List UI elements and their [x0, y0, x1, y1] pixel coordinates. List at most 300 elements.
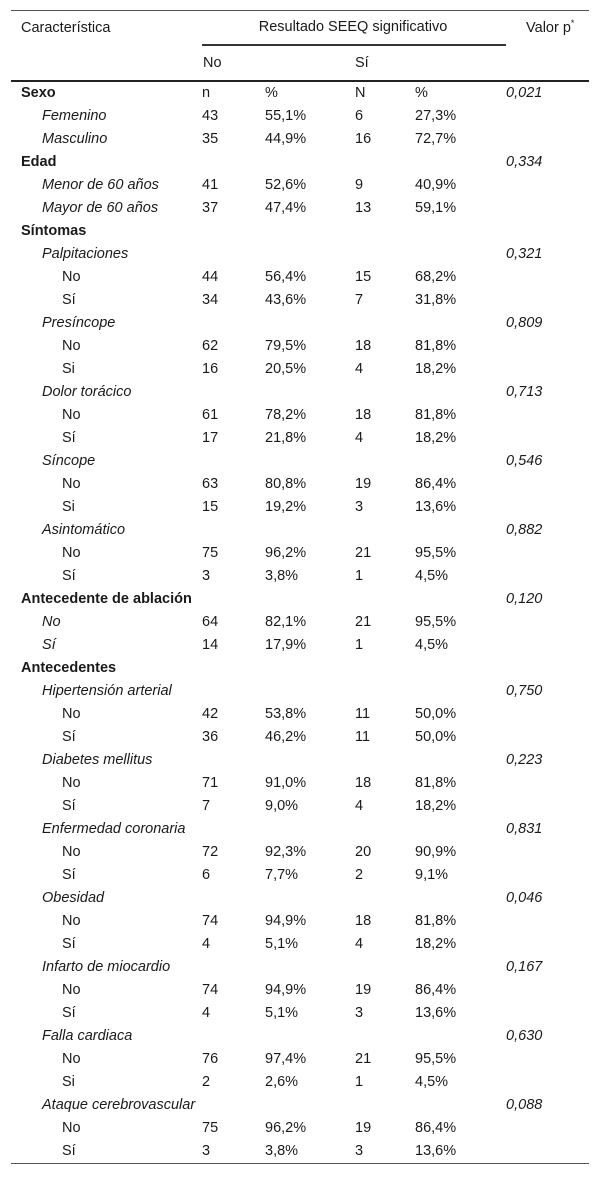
cell-pvalue	[506, 1071, 589, 1094]
cell-no-count: 61	[202, 407, 219, 423]
cell-no-percent: 21,8%	[265, 430, 307, 446]
cell-si-count: 13	[355, 200, 372, 216]
cell-pvalue	[506, 266, 589, 289]
cell-si-count: 21	[355, 614, 372, 630]
cell-no-percent	[265, 450, 355, 473]
table-row	[11, 818, 589, 841]
cell-pvalue	[506, 335, 589, 358]
table-row	[11, 289, 589, 312]
cell-si-count: 4	[355, 430, 364, 446]
cell-no-count: 36	[202, 729, 219, 745]
cell-no-percent: 7,7%	[265, 867, 299, 883]
cell-pvalue: 0,809	[506, 315, 543, 331]
cell-si-count	[355, 588, 415, 611]
table-row	[11, 197, 589, 220]
row-label: Femenino	[42, 108, 107, 124]
cell-si-percent: 4,5%	[415, 568, 449, 584]
cell-si-count: 11	[355, 706, 371, 722]
cell-si-percent: 86,4%	[415, 1120, 457, 1136]
cell-si-percent	[415, 956, 506, 979]
cell-si-percent: 13,6%	[415, 1005, 457, 1021]
cell-si-count: 1	[355, 568, 364, 584]
cell-no-count: 42	[202, 706, 219, 722]
row-label: No	[62, 1120, 81, 1136]
cell-no-count: 34	[202, 292, 219, 308]
row-label: Dolor torácico	[42, 384, 132, 400]
cell-pvalue: 0,713	[506, 384, 543, 400]
table-row	[11, 519, 589, 542]
cell-si-percent: 81,8%	[415, 338, 457, 354]
cell-no-percent	[265, 220, 355, 243]
header-row-2	[11, 46, 589, 82]
cell-no-percent	[265, 657, 355, 680]
table-row	[11, 1094, 589, 1117]
cell-no-percent: 55,1%	[265, 108, 307, 124]
table-body	[11, 81, 589, 1164]
cell-si-count	[355, 956, 415, 979]
cell-si-percent: 72,7%	[415, 131, 457, 147]
header-row-1	[11, 11, 589, 46]
row-label: No	[62, 545, 81, 561]
cell-no-count: n	[202, 85, 211, 101]
cell-no-count	[202, 450, 265, 473]
row-label: Sexo	[21, 85, 56, 101]
cell-pvalue	[506, 657, 589, 680]
cell-si-count: 3	[355, 1140, 415, 1164]
cell-si-percent: 81,8%	[415, 407, 457, 423]
cell-no-count	[202, 818, 265, 841]
row-label: Menor de 60 años	[42, 177, 159, 193]
cell-si-percent: 13,6%	[415, 499, 457, 515]
table-row	[11, 404, 589, 427]
table-row	[11, 611, 589, 634]
cell-si-count: N	[355, 85, 366, 101]
cell-no-count: 43	[202, 108, 219, 124]
cell-si-percent: 50,0%	[415, 729, 457, 745]
cell-si-count: 21	[355, 545, 372, 561]
row-label: Edad	[21, 154, 57, 170]
cell-no-percent: 92,3%	[265, 844, 307, 860]
table-row	[11, 1140, 589, 1164]
row-label: Sí	[62, 430, 76, 446]
cell-si-count: 15	[355, 269, 372, 285]
cell-no-percent: 3,8%	[265, 1140, 355, 1164]
row-label: Infarto de miocardio	[42, 959, 171, 975]
cell-no-percent: 43,6%	[265, 292, 307, 308]
table-row	[11, 979, 589, 1002]
table-row	[11, 174, 589, 197]
cell-no-count: 62	[202, 338, 219, 354]
row-label: Sí	[62, 1005, 76, 1021]
cell-no-percent	[265, 956, 355, 979]
row-label: Si	[62, 361, 75, 377]
cell-no-count	[202, 151, 265, 174]
cell-pvalue	[506, 841, 589, 864]
cell-pvalue	[506, 1002, 589, 1025]
row-label: No	[62, 982, 81, 998]
cell-pvalue	[506, 105, 589, 128]
cell-pvalue	[506, 611, 589, 634]
cell-no-percent: 44,9%	[265, 131, 307, 147]
row-label: Sí	[62, 798, 76, 814]
cell-si-percent	[415, 1025, 506, 1048]
row-label: Presíncope	[42, 315, 116, 331]
cell-pvalue: 0,750	[506, 683, 543, 699]
cell-no-count	[202, 312, 265, 335]
cell-no-count: 74	[202, 913, 219, 929]
table-row	[11, 588, 589, 611]
cell-no-count	[202, 519, 265, 542]
table-row	[11, 910, 589, 933]
cell-no-count: 3	[202, 568, 211, 584]
cell-si-percent: 95,5%	[415, 1051, 457, 1067]
cell-pvalue	[506, 910, 589, 933]
cell-si-percent	[415, 1094, 506, 1117]
cell-no-percent: 96,2%	[265, 545, 307, 561]
cell-pvalue	[506, 289, 589, 312]
cell-no-percent	[265, 151, 355, 174]
cell-no-count: 44	[202, 269, 219, 285]
row-label: No	[62, 844, 81, 860]
cell-si-count: 4	[355, 361, 364, 377]
table-row	[11, 565, 589, 588]
cell-no-percent: 96,2%	[265, 1120, 307, 1136]
cell-no-percent	[265, 243, 355, 266]
cell-no-count: 75	[202, 545, 219, 561]
cell-no-count	[202, 956, 265, 979]
cell-si-count: 19	[355, 1120, 372, 1136]
cell-si-percent: 68,2%	[415, 269, 457, 285]
cell-si-percent: 4,5%	[415, 637, 449, 653]
cell-si-count: 3	[355, 499, 364, 515]
cell-no-percent	[265, 680, 355, 703]
table-row	[11, 151, 589, 174]
header-characteristic: Característica	[11, 11, 202, 46]
cell-si-percent	[415, 243, 506, 266]
cell-no-count: 75	[202, 1120, 219, 1136]
cell-no-percent: 2,6%	[265, 1074, 299, 1090]
cell-si-percent	[415, 519, 506, 542]
cell-si-count	[355, 1025, 415, 1048]
cell-si-percent	[415, 680, 506, 703]
table-row	[11, 243, 589, 266]
table-row	[11, 1025, 589, 1048]
table-row	[11, 933, 589, 956]
table-row	[11, 680, 589, 703]
cell-no-count	[202, 657, 265, 680]
cell-no-count	[202, 220, 265, 243]
cell-si-count: 4	[355, 936, 364, 952]
cell-si-percent	[415, 381, 506, 404]
cell-no-percent: 52,6%	[265, 177, 307, 193]
cell-no-count: 35	[202, 131, 219, 147]
cell-si-count: 18	[355, 338, 372, 354]
row-label: Sí	[11, 1140, 202, 1164]
header-empty	[11, 46, 202, 82]
cell-pvalue: 0,223	[506, 752, 543, 768]
cell-si-percent	[415, 657, 506, 680]
cell-no-count: 64	[202, 614, 219, 630]
cell-pvalue	[506, 795, 589, 818]
row-label: Palpitaciones	[42, 246, 129, 262]
cell-no-percent: 97,4%	[265, 1051, 307, 1067]
table-header	[11, 11, 589, 82]
row-label: Sí	[42, 637, 56, 653]
cell-no-percent: 47,4%	[265, 200, 307, 216]
cell-pvalue	[506, 703, 589, 726]
cell-pvalue: 0,882	[506, 522, 543, 538]
cell-si-count	[355, 312, 415, 335]
table-row	[11, 358, 589, 381]
cell-si-percent: 95,5%	[415, 614, 457, 630]
row-label: No	[62, 338, 81, 354]
cell-no-count: 63	[202, 476, 219, 492]
cell-pvalue: 0,088	[506, 1097, 543, 1113]
cell-no-percent: 19,2%	[265, 499, 307, 515]
cell-pvalue: 0,120	[506, 591, 543, 607]
cell-si-percent: 81,8%	[415, 913, 457, 929]
table-row	[11, 634, 589, 657]
cell-pvalue	[506, 634, 589, 657]
cell-si-count	[355, 151, 415, 174]
cell-no-count: 2	[202, 1074, 211, 1090]
cell-no-percent: 53,8%	[265, 706, 307, 722]
table-row	[11, 496, 589, 519]
cell-si-percent: 18,2%	[415, 936, 457, 952]
cell-no-percent	[265, 1025, 355, 1048]
header-group-title	[202, 11, 506, 46]
table-row	[11, 726, 589, 749]
row-label: Antecedente de ablación	[21, 591, 192, 607]
header-pvalue	[506, 11, 589, 46]
row-label: Falla cardiaca	[42, 1028, 133, 1044]
cell-pvalue	[506, 933, 589, 956]
cell-pvalue	[506, 864, 589, 887]
cell-si-percent: 18,2%	[415, 798, 457, 814]
cell-si-count	[355, 381, 415, 404]
cell-pvalue	[506, 496, 589, 519]
header-si: Sí	[355, 46, 506, 82]
table-row	[11, 703, 589, 726]
cell-si-count: 4	[355, 798, 364, 814]
cell-si-count: 19	[355, 476, 372, 492]
cell-no-percent: 17,9%	[265, 637, 307, 653]
cell-si-percent: 59,1%	[415, 200, 457, 216]
cell-pvalue: 0,167	[506, 959, 543, 975]
cell-si-percent: 13,6%	[415, 1140, 506, 1164]
cell-no-count: 72	[202, 844, 219, 860]
table-row	[11, 335, 589, 358]
row-label: Síntomas	[21, 223, 87, 239]
table-container	[11, 10, 589, 1164]
cell-si-percent	[415, 818, 506, 841]
cell-si-count: 20	[355, 844, 372, 860]
cell-si-count	[355, 450, 415, 473]
cell-no-percent	[265, 312, 355, 335]
cell-si-count: 18	[355, 913, 372, 929]
cell-si-percent: 18,2%	[415, 361, 457, 377]
row-label: Ataque cerebrovascular	[42, 1097, 196, 1113]
cell-pvalue	[506, 772, 589, 795]
table-row	[11, 795, 589, 818]
cell-si-percent: 50,0%	[415, 706, 457, 722]
table-row	[11, 105, 589, 128]
cell-no-count: 74	[202, 982, 219, 998]
row-label: Antecedentes	[21, 660, 117, 676]
cell-no-percent: 94,9%	[265, 913, 307, 929]
cell-no-count: 7	[202, 798, 211, 814]
cell-si-percent	[415, 887, 506, 910]
cell-no-percent: 78,2%	[265, 407, 307, 423]
cell-si-count: 7	[355, 292, 364, 308]
cell-no-percent: 56,4%	[265, 269, 307, 285]
table-row	[11, 220, 589, 243]
cell-no-count: 41	[202, 177, 219, 193]
cell-no-percent: 9,0%	[265, 798, 299, 814]
cell-no-percent: 94,9%	[265, 982, 307, 998]
table-row	[11, 128, 589, 151]
cell-pvalue	[506, 726, 589, 749]
cell-si-percent	[415, 312, 506, 335]
cell-no-percent: 3,8%	[265, 568, 299, 584]
cell-pvalue: 0,546	[506, 453, 543, 469]
row-label: Si	[62, 499, 75, 515]
cell-si-count	[355, 818, 415, 841]
cell-si-count: 11	[355, 729, 371, 745]
cell-no-percent	[265, 381, 355, 404]
cell-no-count: 71	[202, 775, 219, 791]
cell-si-count: 16	[355, 131, 372, 147]
row-label: No	[62, 1051, 81, 1067]
cell-si-count: 1	[355, 1074, 364, 1090]
cell-si-count: 18	[355, 407, 372, 423]
row-label: No	[62, 269, 81, 285]
cell-si-count	[355, 519, 415, 542]
cell-no-percent: 46,2%	[265, 729, 307, 745]
cell-pvalue	[506, 220, 589, 243]
cell-no-count	[202, 243, 265, 266]
cell-no-percent: 80,8%	[265, 476, 307, 492]
cell-si-count	[355, 657, 415, 680]
row-label: Sí	[62, 867, 76, 883]
table-row	[11, 887, 589, 910]
header-no: No	[202, 46, 355, 82]
cell-pvalue	[506, 358, 589, 381]
table-row	[11, 841, 589, 864]
row-label: Obesidad	[42, 890, 105, 906]
row-label: No	[62, 913, 81, 929]
cell-pvalue: 0,046	[506, 890, 543, 906]
cell-si-count: 3	[355, 1005, 364, 1021]
row-label: Enfermedad coronaria	[42, 821, 186, 837]
cell-no-percent: 5,1%	[265, 936, 299, 952]
cell-no-percent: 82,1%	[265, 614, 307, 630]
cell-si-percent	[415, 220, 506, 243]
cell-no-percent: 5,1%	[265, 1005, 299, 1021]
row-label: Diabetes mellitus	[42, 752, 153, 768]
table-row	[11, 381, 589, 404]
cell-no-count: 15	[202, 499, 219, 515]
cell-no-percent	[265, 818, 355, 841]
cell-pvalue	[506, 174, 589, 197]
cell-si-percent	[415, 450, 506, 473]
cell-si-count: 18	[355, 775, 372, 791]
cell-no-count: 76	[202, 1051, 219, 1067]
row-label: Síncope	[42, 453, 96, 469]
cell-si-percent: 86,4%	[415, 476, 457, 492]
cell-si-percent: 4,5%	[415, 1074, 449, 1090]
row-label: Sí	[62, 292, 76, 308]
cell-si-percent: 18,2%	[415, 430, 457, 446]
cell-pvalue	[506, 404, 589, 427]
cell-no-percent	[265, 588, 355, 611]
row-label: Si	[62, 1074, 75, 1090]
table-row	[11, 956, 589, 979]
cell-si-count	[355, 220, 415, 243]
cell-si-percent: 40,9%	[415, 177, 457, 193]
header-empty-p	[506, 46, 589, 82]
table-row	[11, 1117, 589, 1140]
cell-pvalue	[506, 473, 589, 496]
row-label: No	[62, 407, 81, 423]
cell-no-count: 37	[202, 200, 219, 216]
cell-si-count	[355, 680, 415, 703]
cell-si-percent: 27,3%	[415, 108, 457, 124]
cell-pvalue	[506, 979, 589, 1002]
table-row	[11, 749, 589, 772]
group-title-text: Resultado SEEQ significativo	[258, 19, 448, 35]
cell-pvalue	[506, 197, 589, 220]
cell-si-count: 6	[355, 108, 364, 124]
cell-si-percent	[415, 749, 506, 772]
cell-pvalue	[506, 128, 589, 151]
table-row	[11, 1048, 589, 1071]
table-row	[11, 772, 589, 795]
cell-pvalue	[506, 1048, 589, 1071]
row-label: Sí	[62, 936, 76, 952]
cell-no-count	[202, 1025, 265, 1048]
table-row	[11, 427, 589, 450]
cell-si-count: 2	[355, 867, 364, 883]
row-label: Asintomático	[42, 522, 126, 538]
cell-pvalue: 0,321	[506, 246, 543, 262]
cell-no-count	[202, 749, 265, 772]
table-row	[11, 657, 589, 680]
cell-no-percent: 91,0%	[265, 775, 307, 791]
cell-no-percent	[265, 519, 355, 542]
cell-si-percent: 90,9%	[415, 844, 457, 860]
cell-si-percent	[415, 151, 506, 174]
cell-pvalue: 0,831	[506, 821, 543, 837]
row-label: No	[42, 614, 61, 630]
cell-no-percent	[265, 887, 355, 910]
table-row	[11, 473, 589, 496]
cell-pvalue	[506, 542, 589, 565]
cell-si-count	[355, 243, 415, 266]
cell-no-percent	[265, 1094, 355, 1117]
cell-si-percent: 86,4%	[415, 982, 457, 998]
cell-no-percent: %	[265, 85, 278, 101]
cell-si-count: 21	[355, 1051, 372, 1067]
cell-si-count	[355, 1094, 415, 1117]
cell-si-count	[355, 887, 415, 910]
cell-si-count	[355, 749, 415, 772]
cell-no-count: 6	[202, 867, 211, 883]
row-label: Sí	[62, 568, 76, 584]
cell-no-percent: 79,5%	[265, 338, 307, 354]
cell-no-count: 3	[202, 1140, 265, 1164]
cell-no-count	[202, 1094, 265, 1117]
